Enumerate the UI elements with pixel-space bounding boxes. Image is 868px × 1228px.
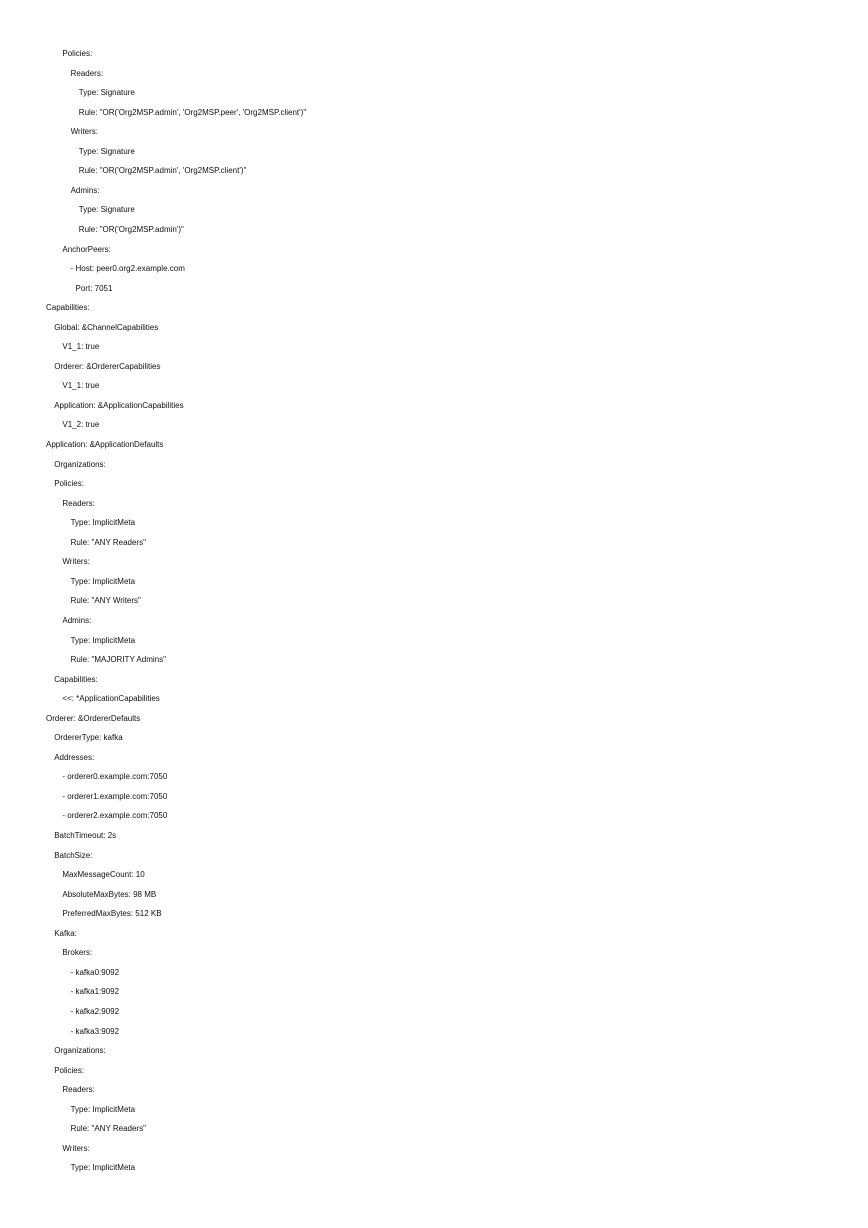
document-line: Policies: bbox=[54, 479, 84, 489]
document-line: Addresses: bbox=[54, 752, 95, 762]
document-line: Admins: bbox=[70, 185, 100, 195]
document-line: Type: Signature bbox=[78, 205, 135, 215]
document-line: OrdererType: kafka bbox=[54, 733, 123, 743]
document-line: - Host: peer0.org2.example.com bbox=[70, 264, 185, 274]
document-line: AbsoluteMaxBytes: 98 MB bbox=[62, 889, 157, 899]
document-line: Orderer: &OrdererCapabilities bbox=[54, 361, 161, 371]
document-line: Type: ImplicitMeta bbox=[70, 1163, 136, 1173]
document-line: Writers: bbox=[70, 127, 98, 137]
document-line: Application: &ApplicationCapabilities bbox=[54, 400, 184, 410]
document-line: Organizations: bbox=[54, 459, 106, 469]
document-line: Readers: bbox=[70, 68, 104, 78]
document-line: PreferredMaxBytes: 512 KB bbox=[62, 909, 162, 919]
document-line: - kafka0:9092 bbox=[70, 967, 120, 977]
document-line: Type: ImplicitMeta bbox=[70, 576, 136, 586]
document-line: - kafka3:9092 bbox=[70, 1026, 120, 1036]
document-line: Brokers: bbox=[62, 948, 93, 958]
document-line: Application: &ApplicationDefaults bbox=[46, 440, 164, 449]
document-line: Type: ImplicitMeta bbox=[70, 635, 136, 645]
document-line: V1_1: true bbox=[62, 381, 100, 391]
document-line: Writers: bbox=[62, 1143, 90, 1153]
document-line: Kafka: bbox=[54, 928, 77, 938]
document-line: Rule: "OR('Org2MSP.admin', 'Org2MSP.client')" bbox=[78, 166, 247, 176]
document-line: Organizations: bbox=[54, 1046, 106, 1056]
document-line: Readers: bbox=[62, 1085, 95, 1095]
document-line: V1_2: true bbox=[62, 420, 100, 430]
document-line: Global: &ChannelCapabilities bbox=[54, 322, 159, 332]
document-line: Port: 7051 bbox=[75, 283, 113, 293]
document-line: Type: Signature bbox=[78, 88, 135, 98]
document-line: Rule: "MAJORITY Admins" bbox=[70, 655, 166, 665]
document-line: Rule: "ANY Readers" bbox=[70, 537, 146, 547]
document-line: Rule: "OR('Org2MSP.admin')" bbox=[78, 224, 184, 234]
document-line: - kafka2:9092 bbox=[70, 1006, 120, 1016]
document-line: BatchSize: bbox=[54, 850, 93, 860]
document-line: Type: Signature bbox=[78, 146, 135, 156]
document-line: Rule: "ANY Writers" bbox=[70, 596, 141, 606]
document-line: AnchorPeers: bbox=[62, 244, 111, 254]
document-line: Policies: bbox=[54, 1065, 84, 1075]
document-line: Type: ImplicitMeta bbox=[70, 518, 136, 528]
document-line: Policies: bbox=[62, 49, 93, 58]
document-line: <<: *ApplicationCapabilities bbox=[62, 694, 160, 704]
document-line: Admins: bbox=[62, 615, 92, 625]
document-line: Rule: "ANY Readers" bbox=[70, 1124, 146, 1134]
document-line: - orderer1.example.com:7050 bbox=[62, 791, 168, 801]
document-line: Type: ImplicitMeta bbox=[70, 1104, 136, 1114]
document-line: Readers: bbox=[62, 498, 95, 508]
document-line: - kafka1:9092 bbox=[70, 987, 120, 997]
document-line: V1_1: true bbox=[62, 342, 100, 352]
document-line: BatchTimeout: 2s bbox=[54, 831, 117, 840]
document-line: - orderer0.example.com:7050 bbox=[62, 772, 168, 782]
document-line: Orderer: &OrdererDefaults bbox=[46, 713, 141, 723]
document-line: Capabilities: bbox=[54, 674, 98, 684]
document-line: - orderer2.example.com:7050 bbox=[62, 811, 168, 821]
document-line: Capabilities: bbox=[46, 303, 90, 313]
document-line: Writers: bbox=[62, 557, 90, 567]
document-line: Rule: "OR('Org2MSP.admin', 'Org2MSP.peer', 'Org2MSP.client')" bbox=[78, 107, 307, 117]
document-line: MaxMessageCount: 10 bbox=[62, 870, 145, 880]
